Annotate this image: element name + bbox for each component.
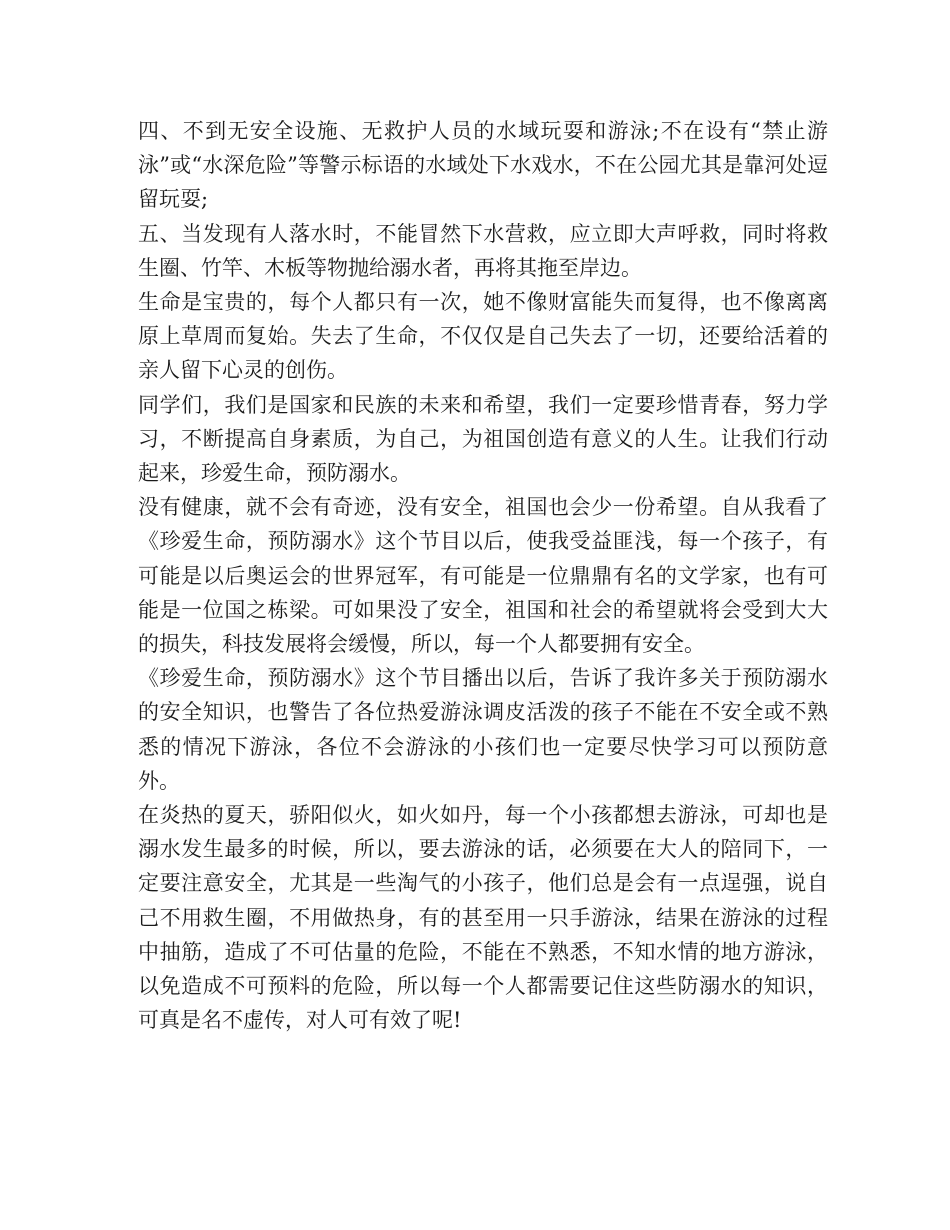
paragraph-health-safety: 没有健康，就不会有奇迹，没有安全，祖国也会少一份希望。自从我看了《珍爱生命，预防溺水》这个节目以后，使我受益匪浅，每一个孩子，有可能是以后奥运会的世界冠军，有可能是一位鼎鼎有名的文学家，也有可能是一位国之栋梁。可如果没了安全，祖国和社会的希望就将会受到大大的损失，科技发展将会缓慢，所以，每一个人都要拥有安全。 — [138, 495, 828, 657]
paragraph-classmates: 同学们，我们是国家和民族的未来和希望，我们一定要珍惜青春，努力学习，不断提高自身素质，为自己，为祖国创造有意义的人生。让我们行动起来，珍爱生命，预防溺水。 — [138, 392, 828, 486]
paragraph-life-precious: 生命是宝贵的，每个人都只有一次，她不像财富能失而复得，也不像离离原上草周而复始。失去了生命，不仅仅是自己失去了一切，还要给活着的亲人留下心灵的创伤。 — [138, 290, 828, 383]
paragraph-summer: 在炎热的夏天，骄阳似火，如火如丹，每一个小孩都想去游泳，可却也是溺水发生最多的时候，所以，要去游泳的话，必须要在大人的陪同下，一定要注意安全，尤其是一些淘气的小孩子，他们总是会有一点逞强，说自己不用救生圈，不用做热身，有的甚至用一只手游泳，结果在游泳的过程中抽筋，造成了不可估量的危险，不能在不熟悉，不知水情的地方游泳，以免造成不可预料的危险，所以每一个人都需要记住这些防溺水的知识，可真是名不虚传，对人可有效了呢! — [138, 803, 828, 1033]
paragraph-program-aired: 《珍爱生命，预防溺水》这个节目播出以后，告诉了我许多关于预防溺水的安全知识，也警告了各位热爱游泳调皮活泼的孩子不能在不安全或不熟悉的情况下游泳，各位不会游泳的小孩们也一定要尽快学习可以预防意外。 — [138, 666, 828, 793]
paragraph-rule-four: 四、不到无安全设施、无救护人员的水域玩耍和游泳;不在设有“禁止游泳”或“水深危险”等警示标语的水域处下水戏水，不在公园尤其是靠河处逗留玩耍; — [138, 119, 828, 212]
paragraph-rule-five: 五、当发现有人落水时，不能冒然下水营救，应立即大声呼救，同时将救生圈、竹竿、木板等物抛给溺水者，再将其拖至岸边。 — [138, 221, 828, 280]
document-page — [138, 114, 828, 1037]
